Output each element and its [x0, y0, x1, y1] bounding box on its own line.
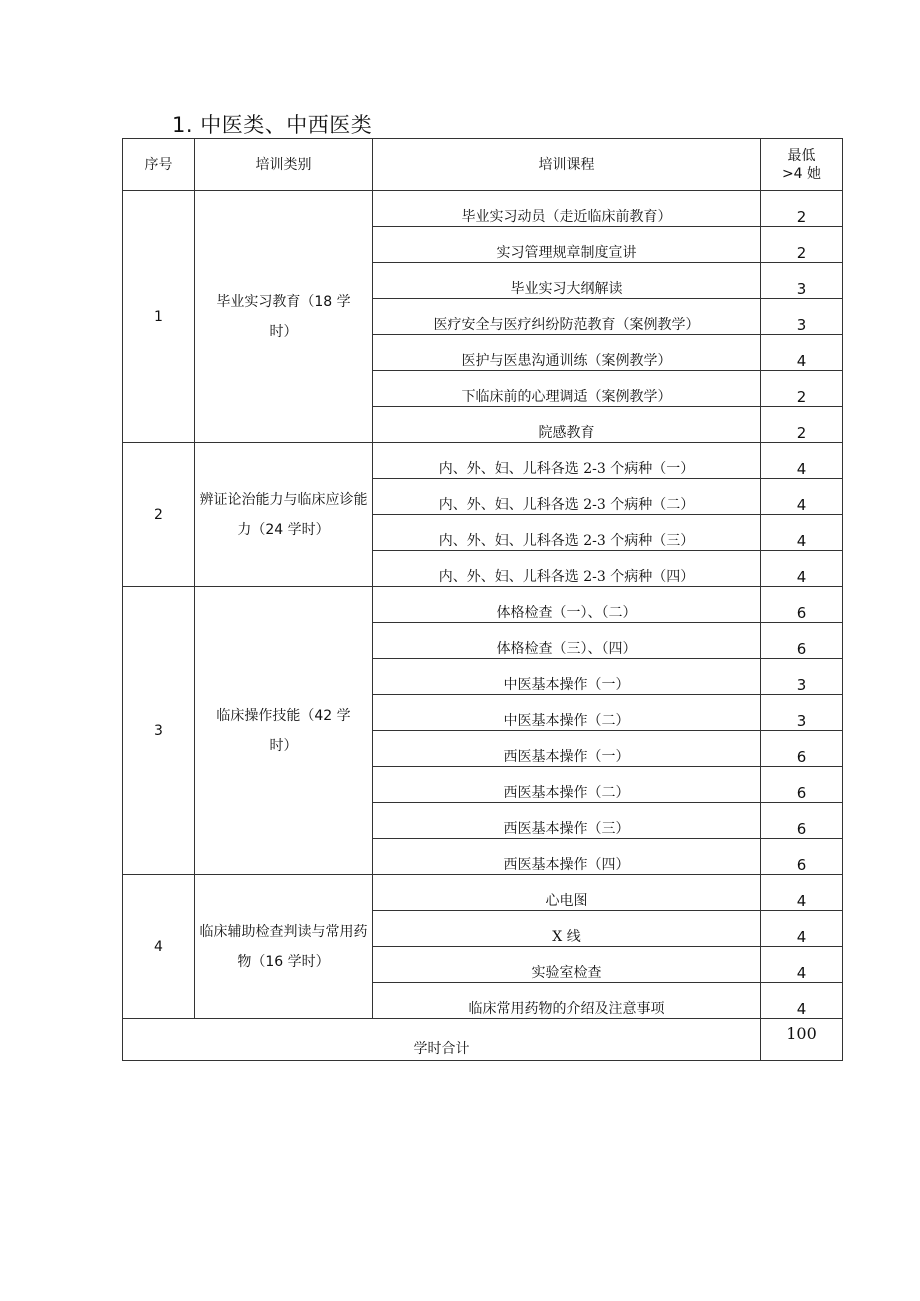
course-hours: 2 — [761, 227, 843, 263]
course-hours: 6 — [761, 803, 843, 839]
course-name: 西医基本操作（三） — [373, 803, 761, 839]
course-hours: 4 — [761, 335, 843, 371]
course-hours: 6 — [761, 731, 843, 767]
group-seq: 4 — [123, 875, 195, 1019]
category-text: 辨证论治能力与临床应诊能力（24 学时） — [199, 491, 368, 538]
course-hours: 2 — [761, 371, 843, 407]
course-name: 内、外、妇、儿科各选 2-3 个病种（一） — [373, 443, 761, 479]
course-name: 中医基本操作（二） — [373, 695, 761, 731]
total-label: 学时合计 — [123, 1019, 761, 1061]
course-hours: 3 — [761, 659, 843, 695]
course-hours: 2 — [761, 191, 843, 227]
header-category: 培训类别 — [195, 139, 373, 191]
group-seq: 2 — [123, 443, 195, 587]
course-name: 内、外、妇、儿科各选 2-3 个病种（三） — [373, 515, 761, 551]
course-name: 毕业实习大纲解读 — [373, 263, 761, 299]
course-name: 体格检查（一）、（二） — [373, 587, 761, 623]
table-row — [123, 587, 843, 623]
course-hours: 4 — [761, 443, 843, 479]
total-value: 100 — [761, 1019, 843, 1061]
course-hours: 4 — [761, 479, 843, 515]
course-hours: 2 — [761, 407, 843, 443]
table-row — [123, 875, 843, 911]
header-row — [123, 139, 843, 191]
header-seq: 序号 — [123, 139, 195, 191]
course-hours: 6 — [761, 839, 843, 875]
course-hours: 4 — [761, 875, 843, 911]
course-hours: 3 — [761, 263, 843, 299]
header-min-line2: >4 她 — [781, 165, 822, 182]
course-name: 体格检查（三）、（四） — [373, 623, 761, 659]
course-hours: 3 — [761, 299, 843, 335]
header-course: 培训课程 — [373, 139, 761, 191]
course-hours: 4 — [761, 551, 843, 587]
course-hours: 6 — [761, 623, 843, 659]
course-name: 内、外、妇、儿科各选 2-3 个病种（二） — [373, 479, 761, 515]
course-hours: 4 — [761, 983, 843, 1019]
course-name: 实验室检查 — [373, 947, 761, 983]
table-row — [123, 191, 843, 227]
curriculum-table — [122, 138, 843, 1061]
group-category — [195, 587, 373, 875]
course-name: 下临床前的心理调适（案例教学） — [373, 371, 761, 407]
course-name: 医疗安全与医疗纠纷防范教育（案例教学） — [373, 299, 761, 335]
course-name: 西医基本操作（二） — [373, 767, 761, 803]
course-name: 院感教育 — [373, 407, 761, 443]
course-hours: 4 — [761, 515, 843, 551]
group-category — [195, 191, 373, 443]
course-name: 临床常用药物的介绍及注意事项 — [373, 983, 761, 1019]
group-category — [195, 875, 373, 1019]
course-hours: 6 — [761, 767, 843, 803]
category-text: 临床操作技能（42 学时） — [216, 707, 351, 754]
table-footer — [123, 1019, 843, 1061]
course-name: 实习管理规章制度宣讲 — [373, 227, 761, 263]
course-name: 医护与医患沟通训练（案例教学） — [373, 335, 761, 371]
course-name: X 线 — [373, 911, 761, 947]
group-seq: 3 — [123, 587, 195, 875]
table-body — [123, 191, 843, 1019]
group-seq: 1 — [123, 191, 195, 443]
course-hours: 6 — [761, 587, 843, 623]
category-text: 毕业实习教育（18 学时） — [216, 293, 351, 340]
course-hours: 4 — [761, 947, 843, 983]
category-text: 临床辅助检查判读与常用药物（16 学时） — [199, 923, 368, 970]
course-hours: 3 — [761, 695, 843, 731]
course-name: 中医基本操作（一） — [373, 659, 761, 695]
header-min-line1: 最低 — [787, 147, 816, 164]
table-header — [123, 139, 843, 191]
course-name: 西医基本操作（四） — [373, 839, 761, 875]
header-min-hours — [761, 139, 843, 191]
table-row — [123, 443, 843, 479]
course-hours: 4 — [761, 911, 843, 947]
document-heading: 1. 中医类、中西医类 — [172, 113, 373, 137]
group-category — [195, 443, 373, 587]
course-name: 西医基本操作（一） — [373, 731, 761, 767]
total-row — [123, 1019, 843, 1061]
course-name: 毕业实习动员（走近临床前教育） — [373, 191, 761, 227]
course-name: 心电图 — [373, 875, 761, 911]
course-name: 内、外、妇、儿科各选 2-3 个病种（四） — [373, 551, 761, 587]
